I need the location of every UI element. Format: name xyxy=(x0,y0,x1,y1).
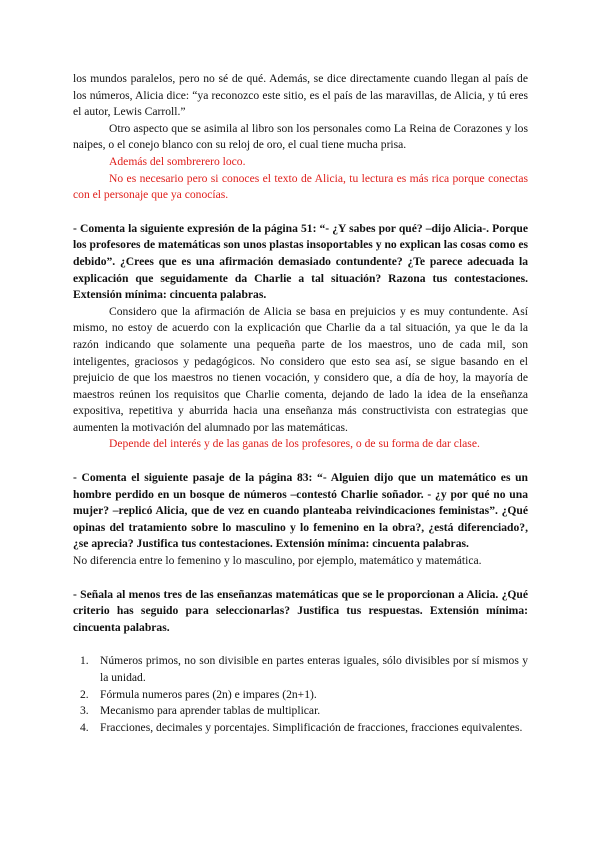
teachings-list xyxy=(73,653,528,736)
list-item-number: 4. xyxy=(80,720,89,734)
list-item xyxy=(73,687,528,704)
list-item-text: Fracciones, decimales y porcentajes. Simplificación de fracciones, fracciones equivalentes. xyxy=(100,720,523,734)
question-teachings: - Señala al menos tres de las enseñanzas matemáticas que se le proporcionan a Alicia. ¿Qué criterio has seguido para seleccionarlas? Justifica tus respuestas. Extensión mínima: cincuenta palabras. xyxy=(73,587,528,634)
list-item xyxy=(73,653,528,686)
teacher-note-interest: Depende del interés y de las ganas de los profesores, o de su forma de dar clase. xyxy=(109,437,480,451)
list-item xyxy=(73,720,528,737)
question-page-83: - Comenta el siguiente pasaje de la página 83: “- Alguien dijo que un matemático es un hombre perdido en un bosque de números –contestó Charlie soñador. - ¿y por qué no una mujer? –replicó Alicia, que de vez en cuando planteaba reivindicaciones feministas”. ¿Qué opinas del tratamiento sobre lo masculino y lo femenino en la obra?, ¿está diferenciado?, ¿se aprecia? Justifica tus contestaciones. Extensión mínima: cincuenta palabras. xyxy=(73,471,528,551)
paragraph-characters: Otro aspecto que se asimila al libro son los personales como La Reina de Corazones y los naipes, o el conejo blanco con su reloj de oro, el cual tiene mucha prisa. xyxy=(73,121,528,152)
paragraph-parallel-worlds: los mundos paralelos, pero no sé de qué. Además, se dice directamente cuando llegan al país de los números, Alicia dice: “ya reconozco este sitio, es el país de las maravillas, de Alicia, y tú eres el autor, Lewis Carroll.” xyxy=(73,72,528,119)
list-item xyxy=(73,703,528,720)
list-item-text: Fórmula numeros pares (2n) e impares (2n+1). xyxy=(100,687,317,701)
teacher-note-reading: No es necesario pero si conoces el texto de Alicia, tu lectura es más rica porque conectas con el personaje que ya conocías. xyxy=(73,171,528,202)
list-item-number: 1. xyxy=(80,654,89,668)
question-page-51: - Comenta la siguiente expresión de la página 51: “- ¿Y sabes por qué? –dijo Alicia-. Porque los profesores de matemáticas son unos plastas insoportables y no explican las cosas como es debido”. ¿Crees que es una afirmación demasiado contundente? ¿Te parece adecuada la explicación que seguidamente da Charlie a tal situación? Razona tus contestaciones. Extensión mínima: cincuenta palabras. xyxy=(73,221,528,302)
list-item-text: Números primos, no son divisible en partes enteras iguales, sólo divisibles por sí mismos y la unidad. xyxy=(100,654,528,684)
list-item-number: 2. xyxy=(80,687,89,701)
document-page xyxy=(73,71,528,736)
list-item-number: 3. xyxy=(80,704,89,718)
list-item-text: Mecanismo para aprender tablas de multiplicar. xyxy=(100,704,321,718)
teacher-note-hatter: Además del sombrerero loco. xyxy=(109,154,246,168)
answer-page-83: No diferencia entre lo femenino y lo masculino, por ejemplo, matemático y matemática. xyxy=(73,554,482,568)
answer-page-51: Considero que la afirmación de Alicia se basa en prejuicios y es muy contundente. Así mismo, no estoy de acuerdo con la explicación que Charlie da a tal situación, ya que le da la razón indicando que solamente una pequeña parte de los maestros, uno de cada mil, son inteligentes, graciosos y pedagógicos. No considero que esto sea así, se sigue basando en el prejuicio de que los maestros no tienen vocación, y considero que, a día de hoy, la mayoría de maestros reúnen los requisitos que Charlie comenta, dejando de lado la idea de la enseñanza expositiva, repetitiva y aburrida hacia una enseñanza más constructivista con estrategias que aumenten la motivación del alumnado por las matemáticas. xyxy=(73,304,528,434)
